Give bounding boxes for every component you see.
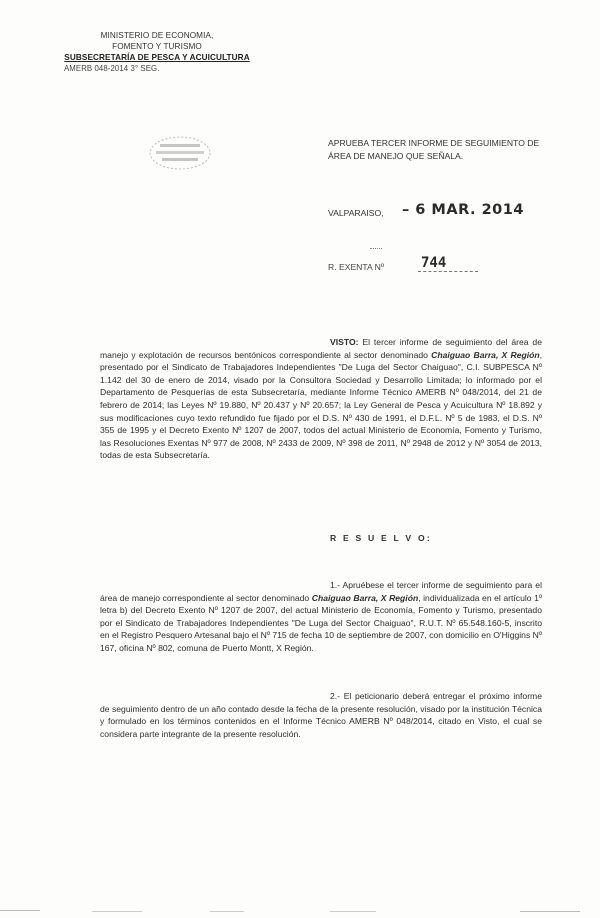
resuelvo-heading: R E S U E L V O: (330, 533, 432, 543)
place-label: VALPARAISO, (328, 208, 384, 218)
subsecretaria-line: SUBSECRETARÍA DE PESCA Y ACUICULTURA (64, 53, 250, 62)
dotted-mark (370, 248, 382, 249)
article-1-text-b: , individualizada en el artículo 1º letra b) del Decreto Exento Nº 1207 de 2007, del actual Ministerio de Economía, Fomento y Turismo, presentado por el Sindicato de Trabajadores Independientes "De Luga del Sector Chaiguao", R.U.T. Nº 65.548.160-5, inscrito en el Registro Pesquero Artesanal bajo el Nº 715 de fecha 10 de septiembre de 2007, con domicilio en O'Higgins Nº 167, oficina Nº 802, comuna de Puerto Montt, X Región. (100, 592, 542, 653)
exenta-underline (418, 271, 478, 272)
visto-indent (100, 336, 359, 349)
ministry-line-2: FOMENTO Y TURISMO (112, 42, 202, 51)
ministry-header (52, 30, 262, 74)
visto-sector: Chaiguao Barra, X Región (431, 349, 540, 360)
article-2-paragraph (100, 690, 542, 740)
scan-footer-marks (0, 904, 600, 918)
resolution-subject: APRUEBA TERCER INFORME DE SEGUIMIENTO DE ÁREA DE MANEJO QUE SEÑALA. (328, 138, 540, 161)
article-2-text: 2.- El peticionario deberá entregar el próximo informe de seguimiento dentro de un año contado desde la fecha de la presente resolución, visado por la institución Técnica y formulado en los términos contenidos en el Informe Técnico AMERB Nº 048/2014, citado en Visto, el cual se considera parte integrante de la presente resolución. (100, 691, 542, 739)
article-1-text-a: 1.- Apruébese el tercer informe de seguimiento para el área de manejo correspondiente al sector denominado (100, 580, 542, 603)
exenta-number: 744 (421, 255, 447, 271)
visto-paragraph (100, 336, 542, 462)
article-1-paragraph (100, 579, 542, 655)
article-1-sector: Chaiguao Barra, X Región (311, 592, 419, 603)
visto-text-b: , presentado por el Sindicato de Trabajadores Independientes "De Luga del Sector Chaiguao", C.I. SUBPESCA Nº 1.142 del 30 de enero de 2014, visado por la Consultora Sociedad y Desarrollo Limitada; lo informado por el Departamento de Pesquerías de esta Subsecretaría, mediante Informe Técnico AMERB Nº 048/2014, del 21 de febrero de 2014; las Leyes Nº 19.880, Nº 20.437 y Nº 20.657; la Ley General de Pesca y Acuicultura Nº 18.892 y sus modificaciones cuyo texto refundido fue fijado por el D.S. Nº 430 de 1991, el D.F.L. Nº 5 de 1983, el D.S. Nº 355 de 1995 y el Decreto Exento Nº 1207 de 2007, todos del actual Ministerio de Economía, Fomento y Turismo, las Resoluciones Exentas Nº 977 de 2008, Nº 2433 de 2009, Nº 398 de 2011, Nº 2948 de 2012 y Nº 3054 de 2013, todas de esta Subsecretaría. (100, 349, 542, 461)
visto-text-a: El tercer informe de seguimiento del área de manejo y explotación de recursos bentónicos correspondiente al sector denominado (100, 337, 542, 360)
visto-keyword: VISTO: (330, 337, 359, 347)
resolution-date: – 6 MAR. 2014 (402, 202, 524, 218)
exenta-label: R. EXENTA Nº (328, 262, 384, 272)
reference-line: AMERB 048-2014 3° SEG. (64, 64, 160, 73)
ministry-line-1: MINISTERIO DE ECONOMIA, (100, 31, 214, 40)
official-seal-icon (144, 133, 216, 173)
